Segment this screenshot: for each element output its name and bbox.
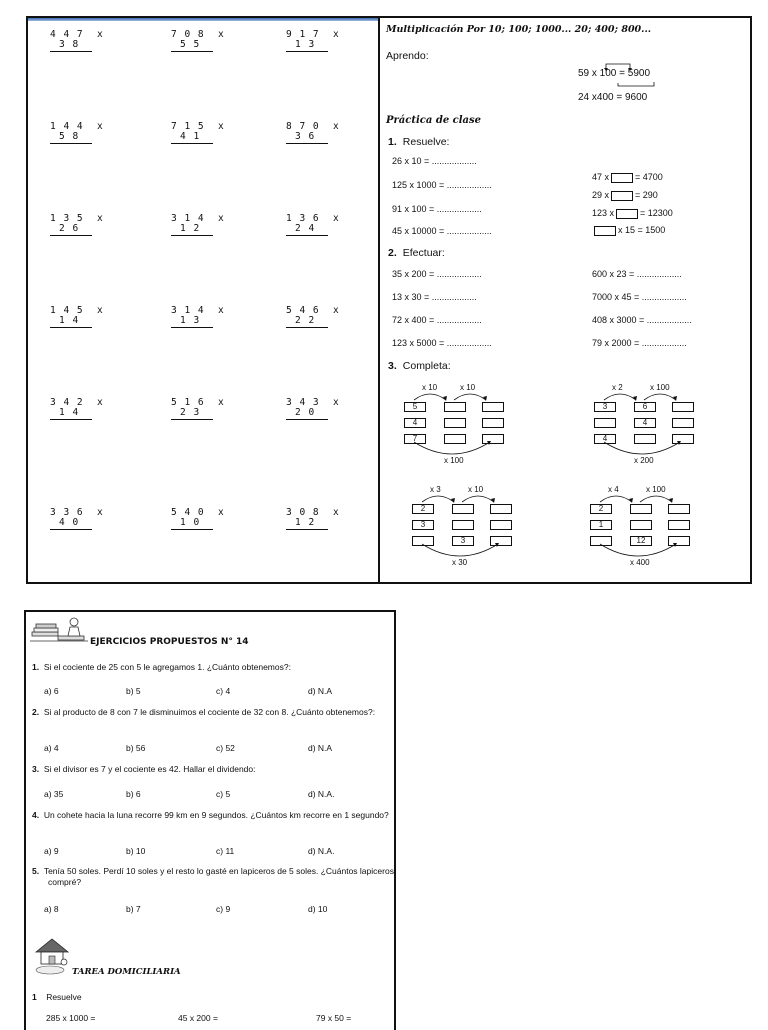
tarea-number: 1 xyxy=(32,992,37,1002)
answer-cell xyxy=(482,418,504,428)
answer-cell xyxy=(668,504,690,514)
efectuar-item: 408 x 3000 = .................. xyxy=(592,315,692,325)
section-1-label: Resuelve: xyxy=(402,136,450,148)
multiplier: 2 2 xyxy=(295,315,316,326)
resuelve-item: 45 x 10000 = .................. xyxy=(392,226,492,236)
multiplicand: 1 3 5 x xyxy=(50,213,104,224)
answer-cell xyxy=(594,418,616,428)
question-text: Si al producto de 8 con 7 le disminuimos el cociente de 32 con 8. ¿Cuánto obtenemos?: xyxy=(43,707,376,717)
resuelve-blank-item xyxy=(592,225,665,236)
answer-option: b) 5 xyxy=(126,686,141,696)
result-line xyxy=(171,143,213,144)
efectuar-item: 35 x 200 = .................. xyxy=(392,269,482,279)
answer-cell xyxy=(490,520,512,530)
answer-option: d) N.A xyxy=(308,686,333,696)
exercises-panel xyxy=(24,610,396,1030)
multiplier: 1 2 xyxy=(180,223,201,234)
result-line xyxy=(286,235,328,236)
question xyxy=(32,810,396,821)
answer-option: c) 52 xyxy=(216,743,235,753)
question-text: Un cohete hacia la luna recorre 99 km en 9 segundos. ¿Cuántos km recorre en 1 segundo? xyxy=(43,810,389,820)
completa-diagram xyxy=(402,382,502,465)
answer-box xyxy=(611,191,633,201)
multiplicand: 3 1 4 x xyxy=(171,213,225,224)
answer-cell: 4 xyxy=(404,418,426,428)
multiplicand: 4 4 7 x xyxy=(50,29,104,40)
efectuar-item: 72 x 400 = .................. xyxy=(392,315,482,325)
section-1-heading xyxy=(388,136,449,148)
blank-item-suffix: = 290 xyxy=(635,190,658,200)
tarea-item: 79 x 50 = xyxy=(316,1013,352,1023)
multiplication-grid-panel xyxy=(26,16,380,584)
vertical-multiplication xyxy=(171,214,233,236)
answer-cell xyxy=(668,520,690,530)
answer-cell: 3 xyxy=(594,402,616,412)
answer-option: a) 9 xyxy=(44,846,59,856)
vertical-multiplication xyxy=(286,508,348,530)
resuelve-blank-item xyxy=(592,172,663,183)
aprendo-example-2: 24 x400 = 9600 xyxy=(578,92,648,103)
answer-cell: 12 xyxy=(630,536,652,546)
multiplier: 1 0 xyxy=(180,517,201,528)
vertical-multiplication xyxy=(171,122,233,144)
blank-item-suffix: = 4700 xyxy=(635,172,663,182)
books-boy-icon xyxy=(30,616,88,644)
blank-item-prefix: 123 x xyxy=(592,208,615,218)
result-line xyxy=(286,51,328,52)
question-number: 2. xyxy=(32,707,40,717)
operator-label: x 3 xyxy=(430,485,441,494)
multiplier: 1 3 xyxy=(295,39,316,50)
result-line xyxy=(171,327,213,328)
tarea-label: Resuelve xyxy=(46,992,82,1002)
answer-cell xyxy=(672,402,694,412)
answer-cell: 6 xyxy=(634,402,656,412)
operator-label: x 100 xyxy=(646,485,666,494)
answer-cell: 1 xyxy=(590,520,612,530)
answer-cell xyxy=(482,402,504,412)
vertical-multiplication xyxy=(50,398,112,420)
answer-box xyxy=(594,226,616,236)
top-border-line xyxy=(28,18,380,21)
section-2-number: 2. xyxy=(388,247,397,259)
answer-cell xyxy=(490,536,512,546)
multiplier: 1 4 xyxy=(59,315,80,326)
multiplier: 2 4 xyxy=(295,223,316,234)
multiplicand: 7 0 8 x xyxy=(171,29,225,40)
multiplicand: 5 4 6 x xyxy=(286,305,340,316)
result-line xyxy=(50,529,92,530)
vertical-multiplication xyxy=(286,122,348,144)
answer-cell xyxy=(444,434,466,444)
answer-cell xyxy=(444,402,466,412)
vertical-multiplication xyxy=(286,306,348,328)
section-3-label: Completa: xyxy=(402,360,451,372)
blank-item-suffix: x 15 = 1500 xyxy=(618,225,666,235)
multiplier: 2 0 xyxy=(295,407,316,418)
section-3-heading xyxy=(388,360,451,372)
question-number: 5. xyxy=(32,866,40,876)
efectuar-item: 600 x 23 = .................. xyxy=(592,269,682,279)
operator-label: x 2 xyxy=(612,383,623,392)
multiplier: 1 2 xyxy=(295,517,316,528)
efectuar-item: 7000 x 45 = .................. xyxy=(592,292,687,302)
resuelve-blank-item xyxy=(592,208,673,219)
answer-cell: 3 xyxy=(412,520,434,530)
answer-cell xyxy=(590,536,612,546)
multiplier: 5 5 xyxy=(180,39,201,50)
result-line xyxy=(50,143,92,144)
multiplication-lesson-panel xyxy=(378,16,752,584)
multiplicand: 1 3 6 x xyxy=(286,213,340,224)
multiplicand: 3 3 6 x xyxy=(50,507,104,518)
multiplicand: 9 1 7 x xyxy=(286,29,340,40)
lesson-title: Multiplicación Por 10; 100; 1000... 20; 400; 800... xyxy=(386,24,652,35)
section-2-label: Efectuar: xyxy=(402,247,445,259)
answer-cell xyxy=(452,520,474,530)
answer-option: b) 7 xyxy=(126,904,141,914)
vertical-multiplication xyxy=(171,30,233,52)
efectuar-item: 13 x 30 = .................. xyxy=(392,292,477,302)
question xyxy=(32,707,396,718)
answer-option: a) 4 xyxy=(44,743,59,753)
multiplicand: 1 4 4 x xyxy=(50,121,104,132)
answer-cell xyxy=(672,434,694,444)
answer-cell: 2 xyxy=(412,504,434,514)
multiplicand: 7 1 5 x xyxy=(171,121,225,132)
total-operator-label: x 100 xyxy=(444,456,464,465)
answer-cell: 4 xyxy=(594,434,616,444)
house-boy-icon xyxy=(32,936,76,976)
multiplicand: 3 0 8 x xyxy=(286,507,340,518)
question-text: Si el divisor es 7 y el cociente es 42. Hallar el dividendo: xyxy=(43,764,256,774)
multiplicand: 3 1 4 x xyxy=(171,305,225,316)
resuelve-item: 26 x 10 = .................. xyxy=(392,156,477,166)
blank-item-prefix: 29 x xyxy=(592,190,610,200)
operator-label: x 100 xyxy=(650,383,670,392)
answer-cell xyxy=(630,504,652,514)
answer-option: c) 4 xyxy=(216,686,231,696)
answer-option: b) 6 xyxy=(126,789,141,799)
vertical-multiplication xyxy=(50,306,112,328)
exercises-title: EJERCICIOS PROPUESTOS N° 14 xyxy=(90,637,249,647)
practica-title: Práctica de clase xyxy=(386,115,482,126)
question xyxy=(32,662,396,673)
answer-cell: 4 xyxy=(634,418,656,428)
vertical-multiplication xyxy=(50,508,112,530)
vertical-multiplication xyxy=(171,306,233,328)
efectuar-item: 79 x 2000 = .................. xyxy=(592,338,687,348)
multiplier: 5 8 xyxy=(59,131,80,142)
answer-cell xyxy=(634,434,656,444)
multiplicand: 8 7 0 x xyxy=(286,121,340,132)
resuelve-item: 125 x 1000 = .................. xyxy=(392,180,492,190)
multiplicand: 3 4 3 x xyxy=(286,397,340,408)
result-line xyxy=(171,51,213,52)
section-1-number: 1. xyxy=(388,136,397,148)
answer-option: d) N.A. xyxy=(308,846,335,856)
multiplier: 3 6 xyxy=(295,131,316,142)
completa-diagram xyxy=(588,484,688,567)
result-line xyxy=(171,529,213,530)
answer-cell: 5 xyxy=(404,402,426,412)
multiplier: 1 4 xyxy=(59,407,80,418)
section-3-number: 3. xyxy=(388,360,397,372)
result-line xyxy=(286,419,328,420)
operator-label: x 10 xyxy=(460,383,476,392)
tarea-title: TAREA DOMICILIARIA xyxy=(72,967,181,977)
answer-option: b) 56 xyxy=(126,743,146,753)
resuelve-blank-item xyxy=(592,190,658,201)
total-operator-label: x 400 xyxy=(630,558,650,567)
answer-option: d) 10 xyxy=(308,904,328,914)
total-operator-label: x 200 xyxy=(634,456,654,465)
answer-cell xyxy=(452,504,474,514)
vertical-multiplication xyxy=(286,214,348,236)
question-text: Tenía 50 soles. Perdí 10 soles y el resto lo gasté en lapiceros de 5 soles. ¿Cuántos lapiceros compré? xyxy=(43,866,394,887)
answer-cell xyxy=(630,520,652,530)
operator-label: x 10 xyxy=(422,383,438,392)
vertical-multiplication xyxy=(286,398,348,420)
answer-cell: 7 xyxy=(404,434,426,444)
multiplicand: 3 4 2 x xyxy=(50,397,104,408)
efectuar-item: 123 x 5000 = .................. xyxy=(392,338,492,348)
result-line xyxy=(50,419,92,420)
result-line xyxy=(171,419,213,420)
answer-option: c) 9 xyxy=(216,904,231,914)
answer-cell xyxy=(482,434,504,444)
answer-cell xyxy=(412,536,434,546)
multiplier: 3 8 xyxy=(59,39,80,50)
total-operator-label: x 30 xyxy=(452,558,468,567)
result-line xyxy=(50,327,92,328)
operator-label: x 4 xyxy=(608,485,619,494)
question xyxy=(32,764,396,775)
multiplier: 2 3 xyxy=(180,407,201,418)
resuelve-item: 91 x 100 = .................. xyxy=(392,204,482,214)
result-line xyxy=(50,51,92,52)
completa-diagram xyxy=(592,382,692,465)
blank-item-prefix: 47 x xyxy=(592,172,610,182)
multiplicand: 1 4 5 x xyxy=(50,305,104,316)
result-line xyxy=(171,235,213,236)
vertical-multiplication xyxy=(286,30,348,52)
answer-cell: 3 xyxy=(452,536,474,546)
operator-label: x 10 xyxy=(468,485,484,494)
aprendo-example-1: 59 x 100 = 5900 xyxy=(578,68,651,79)
answer-option: a) 8 xyxy=(44,904,59,914)
answer-option: b) 10 xyxy=(126,846,146,856)
multiplicand: 5 1 6 x xyxy=(171,397,225,408)
multiplier: 4 0 xyxy=(59,517,80,528)
answer-cell xyxy=(490,504,512,514)
answer-cell xyxy=(668,536,690,546)
blank-item-suffix: = 12300 xyxy=(640,208,673,218)
section-2-heading xyxy=(388,247,445,259)
multiplier: 4 1 xyxy=(180,131,201,142)
answer-box xyxy=(616,209,638,219)
vertical-multiplication xyxy=(171,508,233,530)
question-number: 3. xyxy=(32,764,40,774)
answer-cell: 2 xyxy=(590,504,612,514)
aprendo-label: Aprendo: xyxy=(386,50,429,62)
multiplicand: 5 4 0 x xyxy=(171,507,225,518)
answer-option: a) 35 xyxy=(44,789,64,799)
answer-cell xyxy=(444,418,466,428)
result-line xyxy=(50,235,92,236)
vertical-multiplication xyxy=(50,122,112,144)
answer-option: c) 11 xyxy=(216,846,235,856)
question-number: 4. xyxy=(32,810,40,820)
vertical-multiplication xyxy=(171,398,233,420)
multiplier: 1 3 xyxy=(180,315,201,326)
answer-cell xyxy=(672,418,694,428)
answer-option: d) N.A xyxy=(308,743,333,753)
vertical-multiplication xyxy=(50,30,112,52)
completa-diagram xyxy=(410,484,510,567)
question xyxy=(32,866,396,888)
answer-box xyxy=(611,173,633,183)
vertical-multiplication xyxy=(50,214,112,236)
result-line xyxy=(286,327,328,328)
question-text: Si el cociente de 25 con 5 le agregamos 1. ¿Cuánto obtenemos?: xyxy=(43,662,291,672)
question-number: 1. xyxy=(32,662,40,672)
answer-option: c) 5 xyxy=(216,789,231,799)
tarea-item: 45 x 200 = xyxy=(178,1013,218,1023)
result-line xyxy=(286,143,328,144)
multiplier: 2 6 xyxy=(59,223,80,234)
tarea-item: 285 x 1000 = xyxy=(46,1013,96,1023)
result-line xyxy=(286,529,328,530)
answer-option: d) N.A. xyxy=(308,789,335,799)
answer-option: a) 6 xyxy=(44,686,59,696)
tarea-heading xyxy=(32,992,82,1003)
